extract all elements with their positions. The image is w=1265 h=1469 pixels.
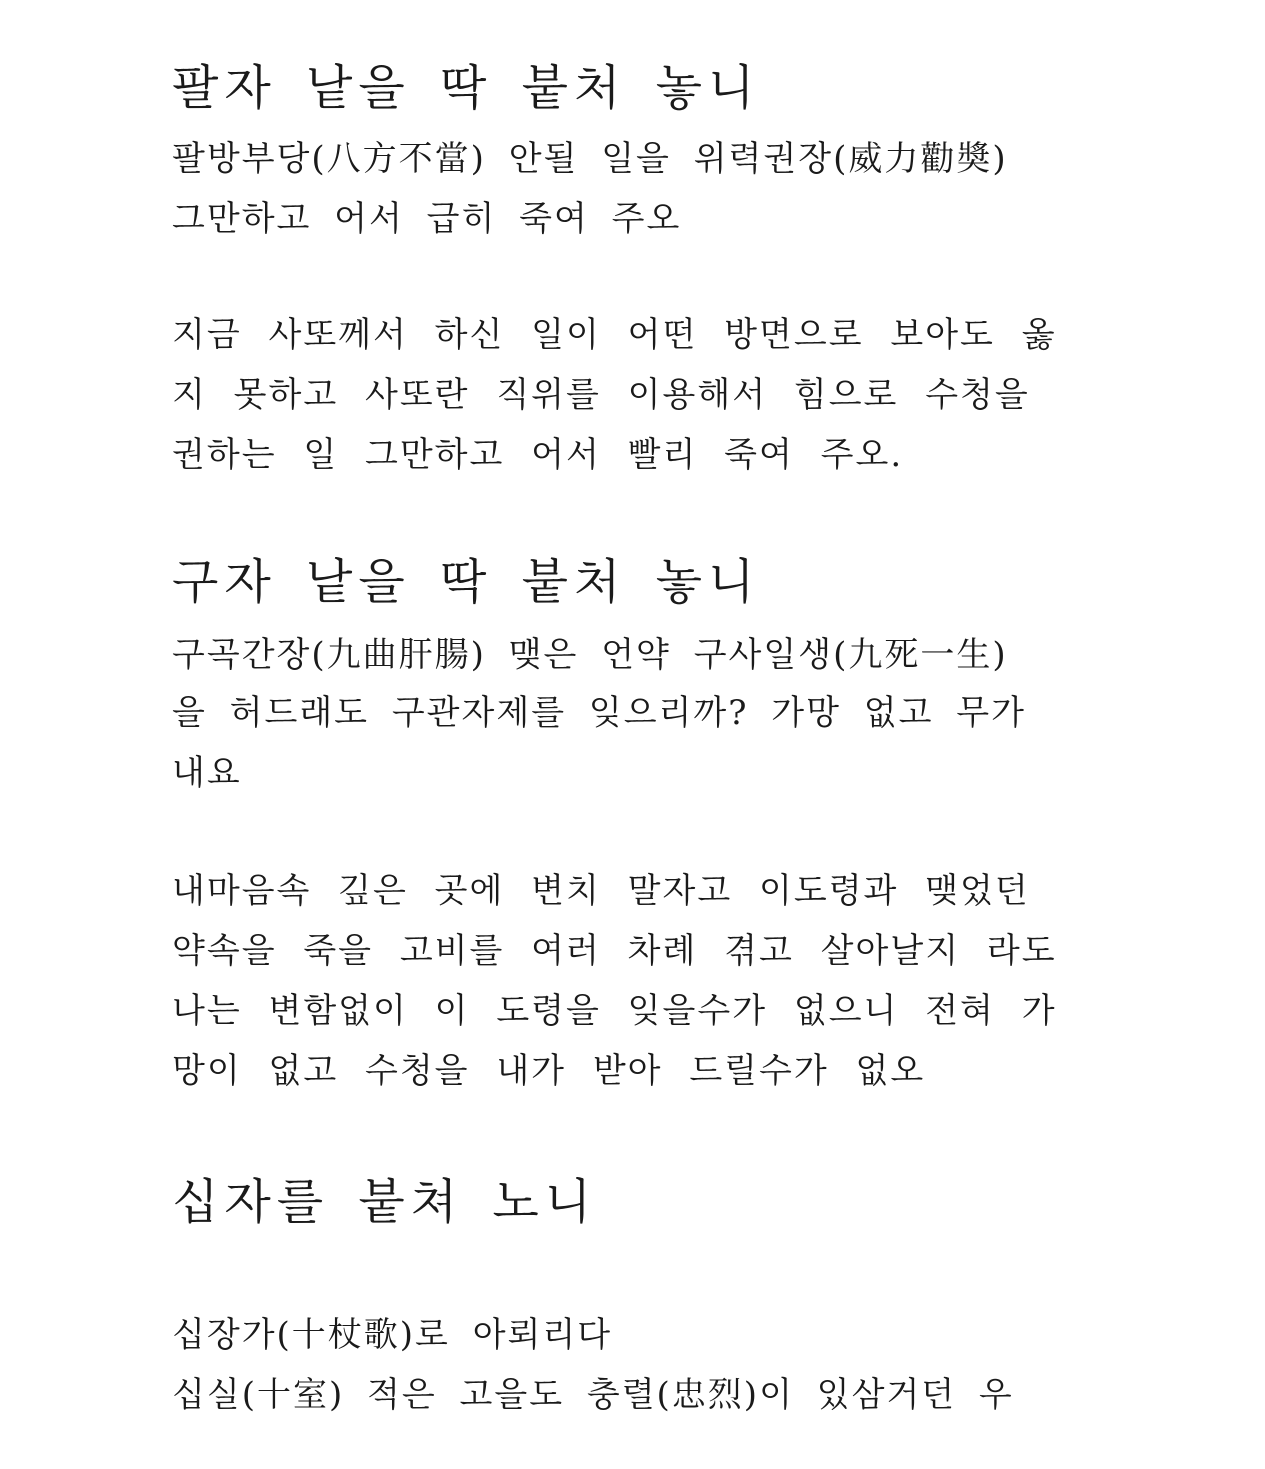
section-heading-3: 십자를 붙쳐 노니	[172, 1174, 598, 1230]
explanation-line: 지 못하고 사또란 직위를 이용해서 힘으로 수청을	[172, 375, 1030, 415]
verse-line: 팔방부당(八方不當) 안될 일을 위력권장(威力勸奬)	[172, 139, 1008, 179]
verse-line: 구곡간장(九曲肝腸) 맺은 언약 구사일생(九死一生)	[172, 635, 1008, 675]
verse-line: 십장가(十杖歌)로 아뢰리다	[172, 1315, 613, 1355]
explanation-line: 약속을 죽을 고비를 여러 차례 겪고 살아날지 라도	[172, 931, 1057, 971]
verse-line: 그만하고 어서 급히 죽여 주오	[172, 199, 682, 239]
verse-line: 내요	[172, 753, 242, 793]
explanation-line: 내마음속 깊은 곳에 변치 말자고 이도령과 맺었던	[172, 871, 1030, 911]
section-heading-1: 팔자 낱을 딱 붙처 놓니	[172, 60, 761, 116]
explanation-line: 나는 변함없이 이 도령을 잊을수가 없으니 전혀 가	[172, 991, 1057, 1031]
verse-line: 십실(十室) 적은 고을도 충렬(忠烈)이 있삼거던 우	[172, 1375, 1014, 1415]
explanation-line: 망이 없고 수청을 내가 받아 드릴수가 없오	[172, 1051, 926, 1091]
section-heading-2: 구자 낱을 딱 붙처 놓니	[172, 554, 761, 610]
verse-line: 을 허드래도 구관자제를 잊으리까? 가망 없고 무가	[172, 693, 1026, 733]
explanation-line: 지금 사또께서 하신 일이 어떤 방면으로 보아도 옳	[172, 315, 1057, 355]
explanation-line: 권하는 일 그만하고 어서 빨리 죽여 주오.	[172, 435, 904, 475]
